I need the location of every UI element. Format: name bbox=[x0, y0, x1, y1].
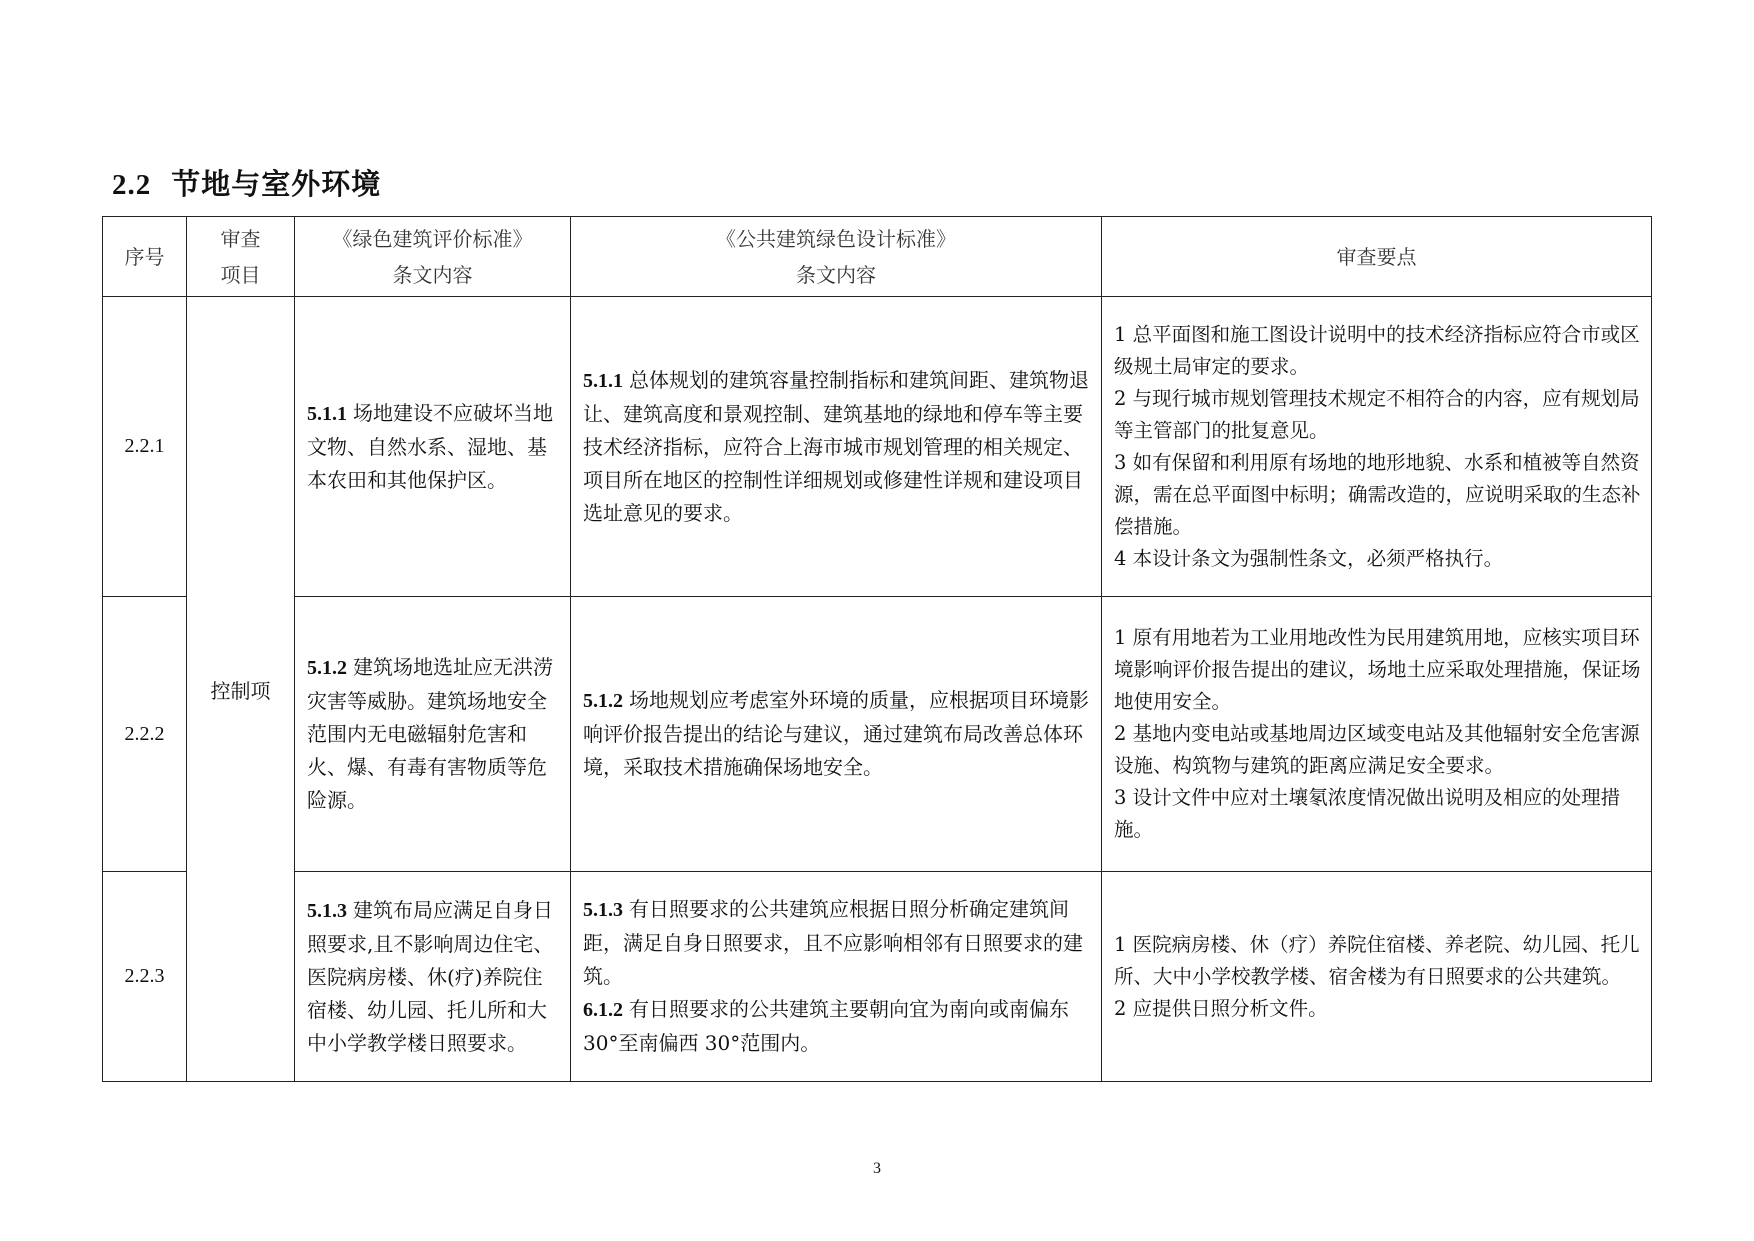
design-clause bbox=[583, 893, 1091, 993]
eval-clause-cell bbox=[295, 597, 571, 872]
review-point: 1 医院病房楼、休（疗）养院住宿楼、养老院、幼儿园、托儿所、大中小学校教学楼、宿舍楼为有日照要求的公共建筑。 bbox=[1114, 932, 1640, 988]
section-number: 2.2 bbox=[112, 169, 152, 201]
header-item-line2: 项目 bbox=[220, 262, 261, 287]
header-green-eval-line2: 条文内容 bbox=[392, 262, 473, 287]
review-points-cell bbox=[1102, 872, 1652, 1082]
eval-clause-cell bbox=[295, 297, 571, 597]
header-public-design bbox=[571, 217, 1102, 297]
clause-text: 场地规划应考虑室外环境的质量，应根据项目环境影响评价报告提出的结论与建议，通过建筑布局改善总体环境，采取技术措施确保场地安全。 bbox=[583, 688, 1089, 779]
table-row bbox=[103, 872, 1652, 1082]
header-public-design-line1: 《公共建筑绿色设计标准》 bbox=[716, 226, 956, 251]
row-seq: 2.2.2 bbox=[103, 597, 187, 872]
clause-code: 5.1.1 bbox=[307, 402, 347, 425]
design-clause-cell bbox=[571, 297, 1102, 597]
clause-code: 5.1.3 bbox=[583, 899, 623, 921]
header-item bbox=[187, 217, 295, 297]
eval-clause-cell bbox=[295, 872, 571, 1082]
table-row bbox=[103, 297, 1652, 597]
clause-code: 5.1.2 bbox=[307, 657, 347, 679]
review-point: 2 与现行城市规划管理技术规定不相符合的内容，应有规划局等主管部门的批复意见。 bbox=[1114, 386, 1640, 442]
header-row bbox=[103, 217, 1652, 297]
header-green-eval bbox=[295, 217, 571, 297]
category-cell: 控制项 bbox=[187, 297, 295, 1082]
page-number: 3 bbox=[873, 1160, 881, 1177]
review-point: 4 本设计条文为强制性条文，必须严格执行。 bbox=[1114, 546, 1504, 570]
review-point: 3 设计文件中应对土壤氡浓度情况做出说明及相应的处理措施。 bbox=[1114, 786, 1621, 841]
clause-code: 5.1.1 bbox=[583, 369, 623, 392]
section-title-text: 节地与室外环境 bbox=[171, 167, 382, 201]
header-seq: 序号 bbox=[103, 217, 187, 297]
review-points-cell bbox=[1102, 297, 1652, 597]
section-title bbox=[112, 162, 381, 203]
review-point: 2 基地内变电站或基地周边区域变电站及其他辐射安全危害源设施、构筑物与建筑的距离应满足安全要求。 bbox=[1114, 722, 1640, 777]
header-green-eval-line1: 《绿色建筑评价标准》 bbox=[332, 226, 533, 251]
clause-text: 建筑布局应满足自身日照要求,且不影响周边住宅、医院病房楼、休(疗)养院住宿楼、幼儿园、托儿所和大中小学教学楼日照要求。 bbox=[307, 897, 554, 1055]
header-review-points: 审查要点 bbox=[1102, 217, 1652, 297]
clause-code: 5.1.2 bbox=[583, 690, 623, 712]
review-table bbox=[102, 216, 1652, 1082]
clause-text: 有日照要求的公共建筑应根据日照分析确定建筑间距，满足自身日照要求，且不应影响相邻有日照要求的建筑。 bbox=[583, 897, 1083, 988]
review-points-cell bbox=[1102, 597, 1652, 872]
row-seq: 2.2.3 bbox=[103, 872, 187, 1082]
row-seq: 2.2.1 bbox=[103, 297, 187, 597]
clause-text: 有日照要求的公共建筑主要朝向宜为南向或南偏东 30°至南偏西 30°范围内。 bbox=[583, 997, 1069, 1055]
design-clause-cell bbox=[571, 597, 1102, 872]
review-point: 3 如有保留和利用原有场地的地形地貌、水系和植被等自然资源，需在总平面图中标明；确需改造的，应说明采取的生态补偿措施。 bbox=[1114, 450, 1641, 538]
clause-text: 场地建设不应破坏当地文物、自然水系、湿地、基本农田和其他保护区。 bbox=[307, 400, 553, 492]
review-point: 1 总平面图和施工图设计说明中的技术经济指标应符合市或区级规土局审定的要求。 bbox=[1114, 322, 1640, 378]
design-clause-cell bbox=[571, 872, 1102, 1082]
clause-code: 6.1.2 bbox=[583, 999, 623, 1021]
header-public-design-line2: 条文内容 bbox=[796, 262, 876, 287]
clause-text: 建筑场地选址应无洪涝灾害等威胁。建筑场地安全范围内无电磁辐射危害和火、爆、有毒有害物质等危险源。 bbox=[307, 655, 553, 812]
header-item-line1: 审查 bbox=[220, 226, 261, 251]
clause-text: 总体规划的建筑容量控制指标和建筑间距、建筑物退让、建筑高度和景观控制、建筑基地的绿地和停车等主要技术经济指标，应符合上海市城市规划管理的相关规定、项目所在地区的控制性详细规划或修建性详规和建设项目选址意见的要求。 bbox=[583, 367, 1089, 525]
review-point: 1 原有用地若为工业用地改性为民用建筑用地，应核实项目环境影响评价报告提出的建议，场地土应采取处理措施，保证场地使用安全。 bbox=[1114, 626, 1641, 713]
table-row bbox=[103, 597, 1652, 872]
design-clause bbox=[583, 993, 1091, 1060]
review-point: 2 应提供日照分析文件。 bbox=[1114, 996, 1328, 1020]
clause-code: 5.1.3 bbox=[307, 899, 347, 922]
